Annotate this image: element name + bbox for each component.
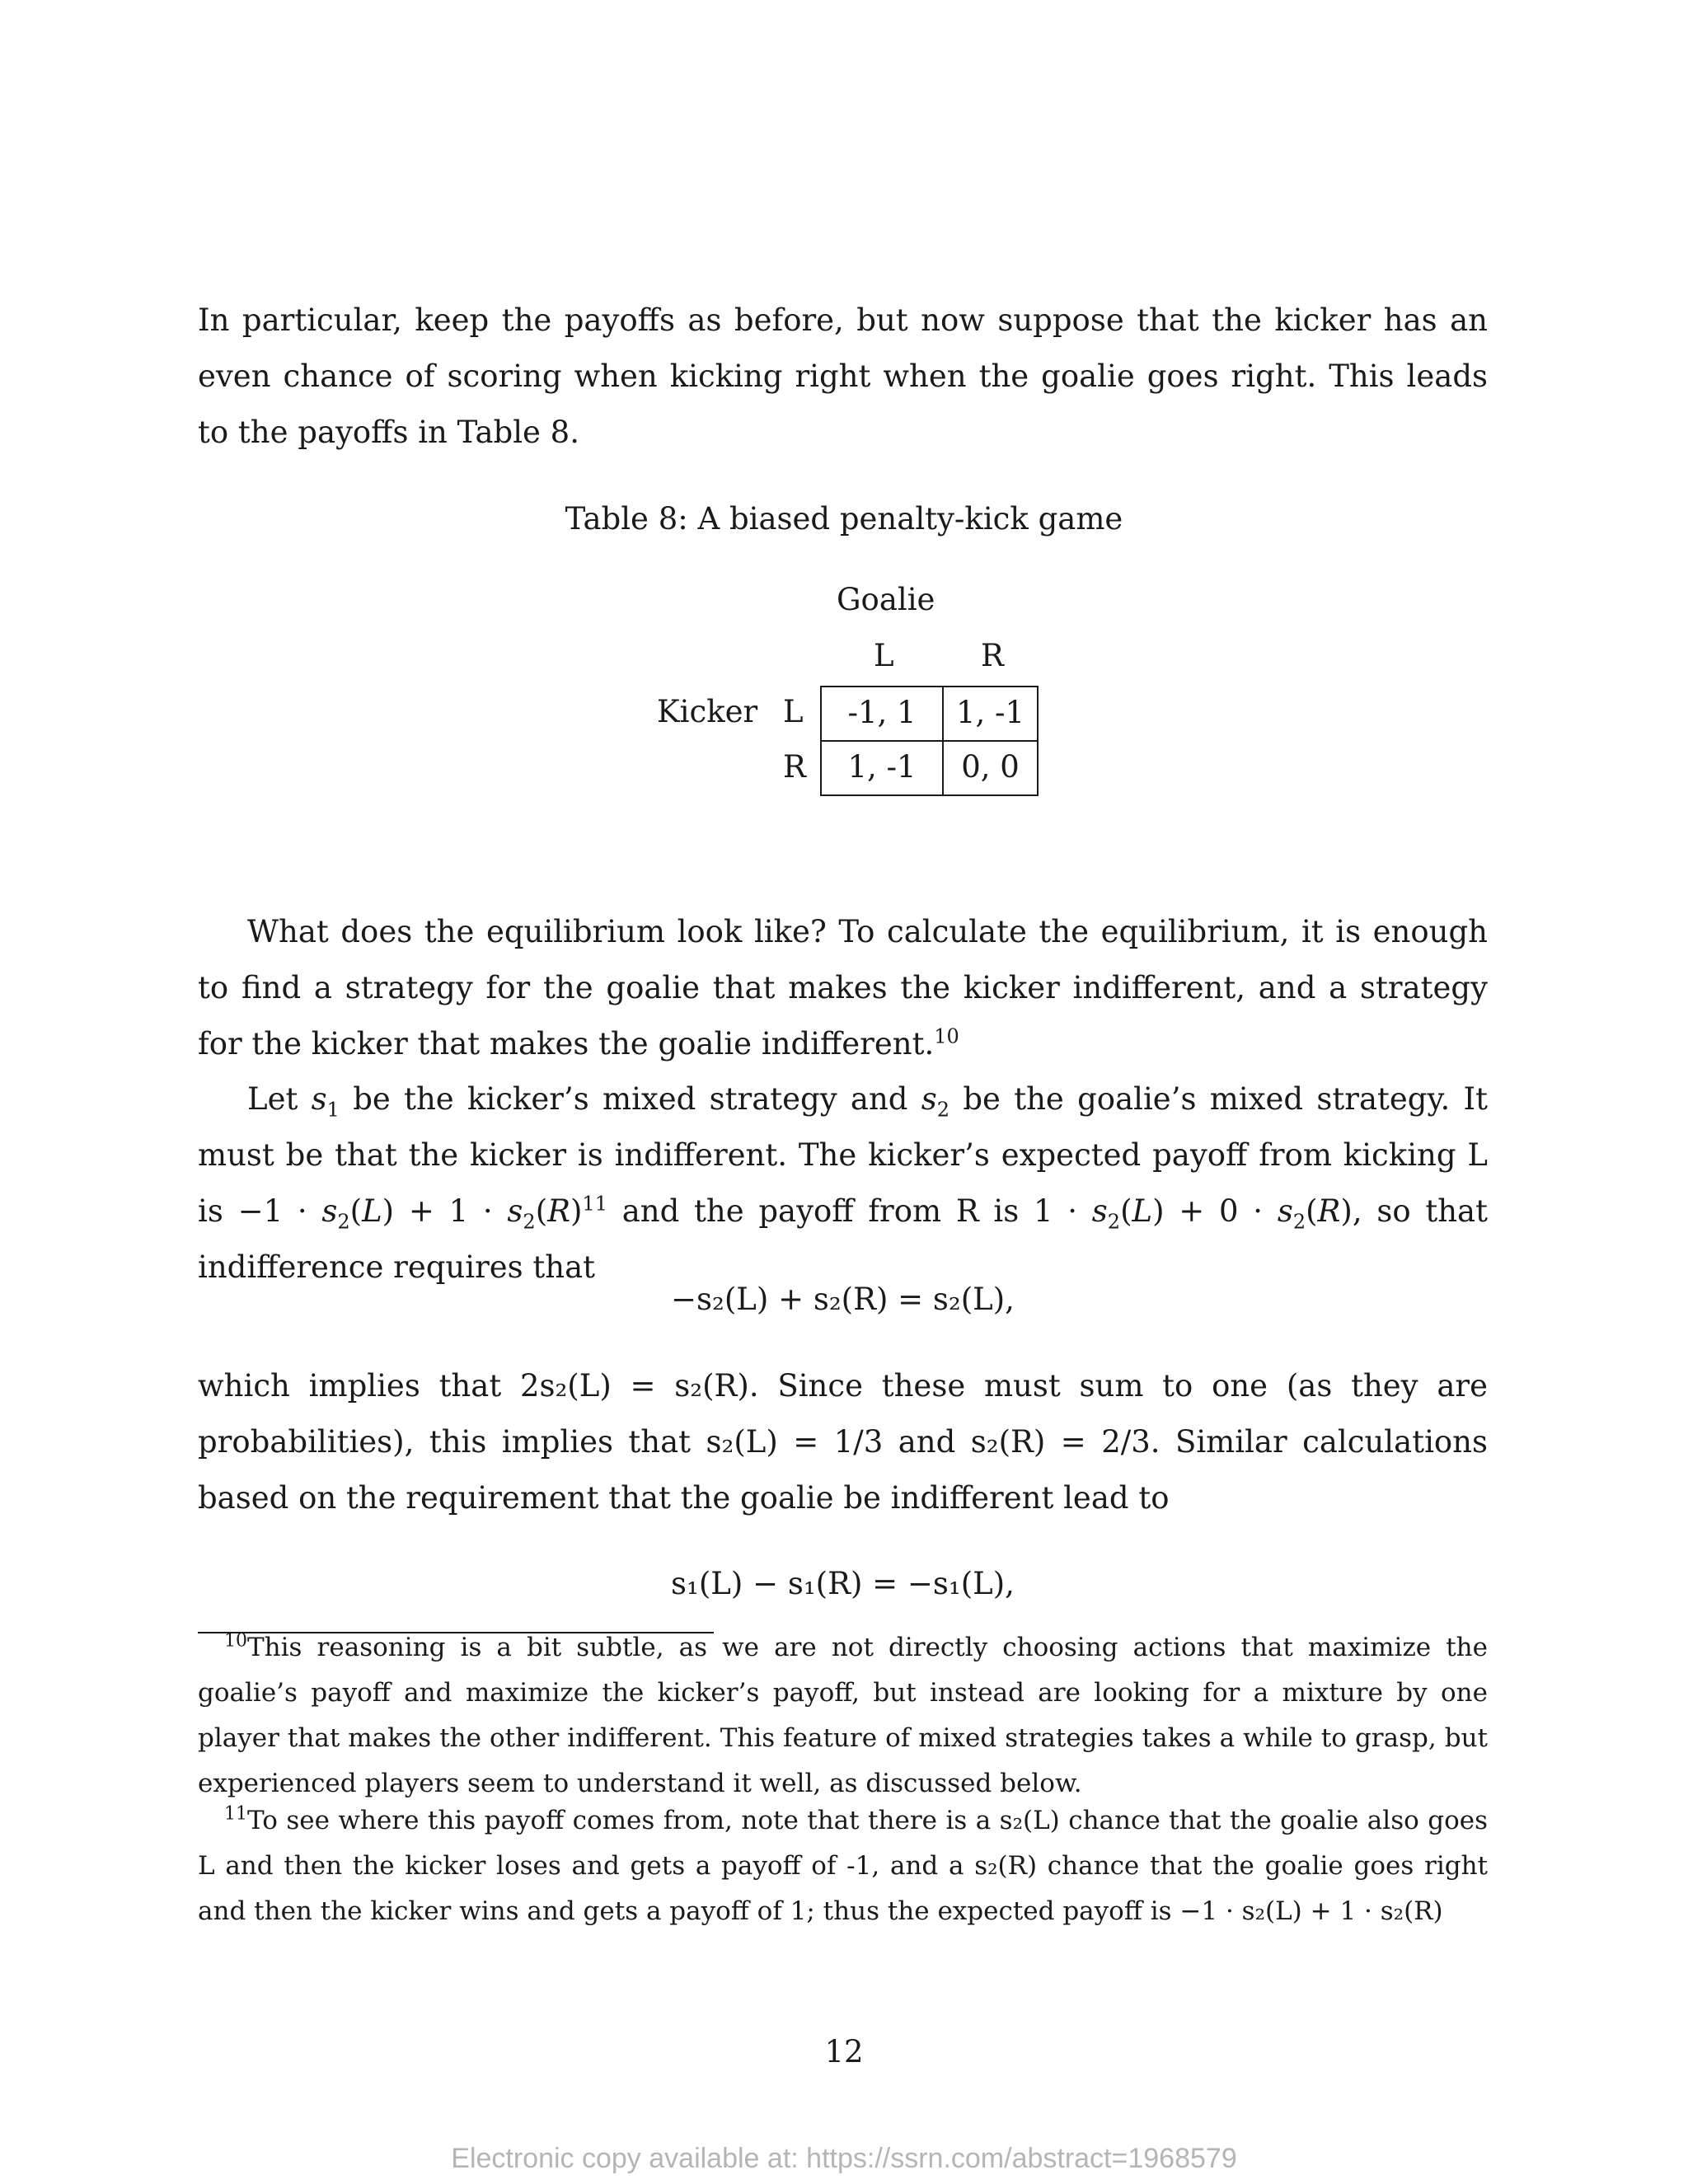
equation-1: −s₂(L) + s₂(R) = s₂(L), [671,1282,1015,1317]
paragraph-strategies: Let $s_1$ be the kicker’s mixed strategy and $s_2$ be the goalie’s mixed strategy. It must be that the kicker is indifferent. The kicker’s expected payoff from kicking L is $-1 \cdot s_2(L) + 1 \cdot s_2(R)^{11}$ and the payoff from R is $1 \cdot s_2(L) + 0 \cdot s_2(R)$, so that indifference requires that [198,1081,1488,1285]
intro-paragraph: In particular, keep the payoffs as before, but now suppose that the kicker has an even chance of scoring when kicking right when the goalie goes right. This leads to the payoffs in Table 8. [198,302,1488,450]
ssrn-footer-link[interactable]: Electronic copy available at: https://ssrn.com/abstract=1968579 [451,2143,1237,2174]
page-number: 12 [824,2034,864,2069]
row-label-r: R [783,749,806,785]
paragraph-implies: which implies that 2s₂(L) = s₂(R). Since these must sum to one (as they are probabilities), this implies that s₂(L) = 1/3 and s₂(R) = 2/3. Similar calculations based on the requirement that the goalie be indifferent lead to [198,1368,1488,1516]
col-label-r: R [981,638,1004,673]
row-player-label: Kicker [657,694,758,729]
text-run: Let [247,1081,312,1117]
footnote-text: This reasoning is a bit subtle, as we are not directly choosing actions that maximize the goalie’s payoff and maximize the kicker’s payoff, but instead are looking for a mixture by one player that makes the other indifferent. This feature of mixed strategies takes a while to grasp, but experienced players seem to understand it well, as discussed below. [198,1633,1488,1798]
footnote-10 [198,1625,1488,1807]
text-run: be the goalie’s mixed strategy. It must be that the kicker is indifferent. The kicker’s expected payoff from kicking L is [198,1081,1488,1229]
footnote-ref-10: 10 [934,1024,959,1048]
col-label-l: L [874,638,894,673]
cell-ll: -1, 1 [820,686,944,742]
payoff-table [0,0,1688,824]
row-label-l: L [783,694,804,729]
footnote-11 [198,1798,1488,1934]
column-player-label: Goalie [837,582,935,617]
cell-rl: 1, -1 [820,740,944,796]
footnote-number: 11 [224,1803,247,1825]
text-run: be the kicker’s mixed strategy and [339,1081,921,1117]
table-caption: Table 8: A biased penalty-kick game [565,501,1123,537]
text-run: and the payoff from R is [607,1193,1034,1229]
footnote-number: 10 [224,1630,247,1652]
paragraph-equilibrium-text: What does the equilibrium look like? To calculate the equilibrium, it is enough to find a strategy for the goalie that makes the kicker indifferent, and a strategy for the kicker that makes the goalie indifferent. [198,914,1488,1062]
text-run: , so that indifference requires that [198,1193,1488,1285]
footnote-ref-11: 11 [582,1192,607,1216]
equation-2: s₁(L) − s₁(R) = −s₁(L), [671,1566,1015,1601]
paragraph-equilibrium [198,904,1488,1072]
cell-rr: 0, 0 [942,740,1039,796]
footnote-text: To see where this payoff comes from, note that there is a s₂(L) chance that the goalie also goes L and then the kicker loses and gets a payoff of -1, and a s₂(R) chance that the goalie goes right and then the kicker wins and gets a payoff of 1; thus the expected payoff is −1 · s₂(L) + 1 · s₂(R) [198,1806,1488,1926]
cell-lr: 1, -1 [942,686,1039,742]
